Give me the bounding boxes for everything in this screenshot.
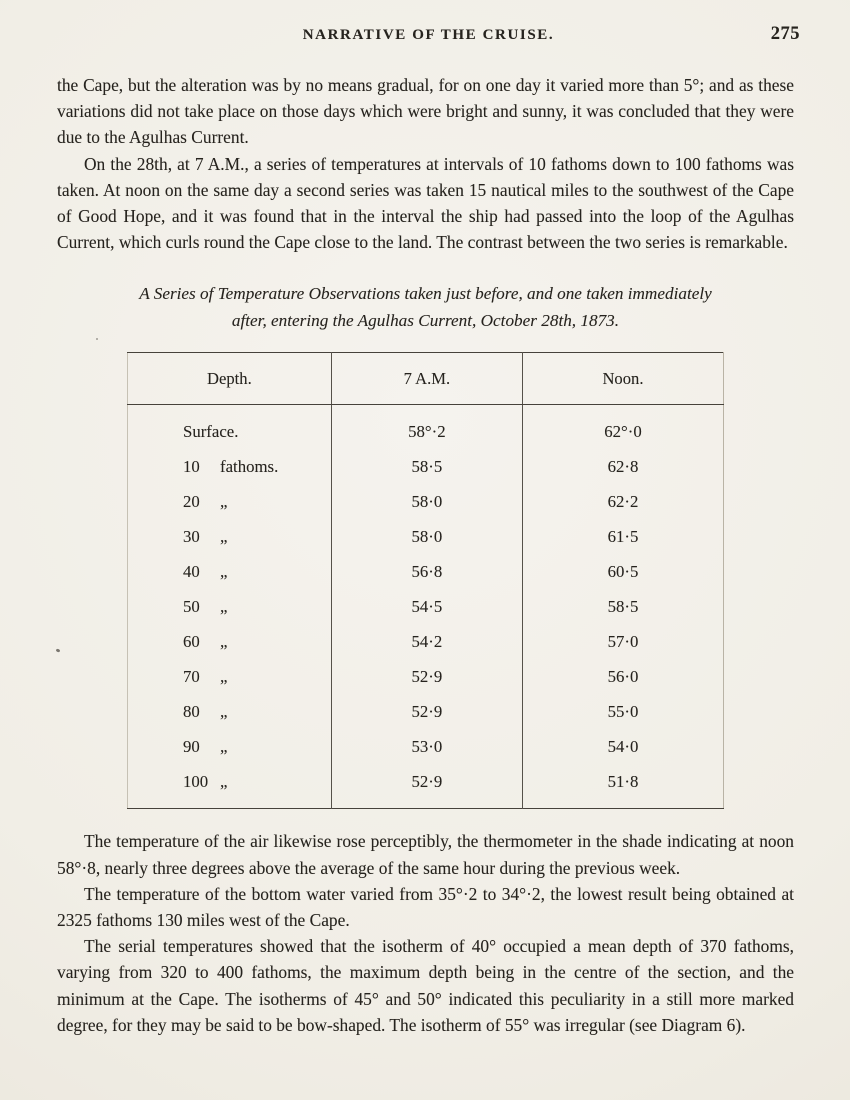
page-header-title: NARRATIVE OF THE CRUISE. [302,27,555,43]
table-row [128,484,724,519]
temp-noon-cell: 58·5 [607,596,639,616]
depth-cell [128,624,332,659]
paragraph-3: The temperature of the air likewise rose perceptibly, the thermometer in the shade indicating at noon 58°·8, nearly three degrees above the average of the same hour during the previous week. [57,831,794,878]
table-row [128,554,724,589]
temperature-table [127,352,724,809]
temp-7am-cell: 52·9 [331,694,522,729]
table-row [128,764,724,809]
temp-noon-cell: 54·0 [607,736,639,756]
depth-value: 40 [183,561,200,581]
caption-line-2: after, entering the Agulhas Current, October 28th, 1873. [231,311,620,331]
header-noon: Noon. [522,353,723,405]
depth-value: Surface. [183,421,239,441]
depth-unit: „ [220,771,228,791]
table-header-row [128,353,724,405]
page-body [57,72,794,1038]
caption-line-1: A Series of Temperature Observations taken just before, and one taken immediately [139,284,712,304]
temp-noon-cell: 61·5 [607,526,639,546]
temp-noon-cell: 51·8 [607,771,639,791]
paragraph-1: the Cape, but the alteration was by no means gradual, for on one day it varied more than 5°; and as these variations did not take place on those days which were bright and sunny, it was concluded that they were due to the Agulhas Current. [57,75,794,148]
depth-cell [128,484,332,519]
table-caption [57,280,794,334]
depth-cell [128,554,332,589]
temp-noon-cell: 62·8 [607,456,639,476]
table-row [128,729,724,764]
table-row [128,624,724,659]
depth-unit: „ [220,561,228,581]
temp-7am-cell: 58·0 [331,484,522,519]
depth-unit: „ [220,701,228,721]
temp-7am-cell: 53·0 [331,729,522,764]
depth-value: 20 [183,491,200,511]
table-row [128,659,724,694]
temp-7am-cell: 54·5 [331,589,522,624]
header-depth: Depth. [128,353,332,405]
temp-7am-cell: 58°·2 [331,405,522,450]
table-row [128,405,724,450]
depth-cell [128,589,332,624]
header-7am: 7 A.M. [331,353,522,405]
depth-unit: fathoms. [220,456,279,476]
depth-value: 60 [183,631,200,651]
table-row [128,449,724,484]
depth-value: 50 [183,596,200,616]
depth-unit: „ [220,631,228,651]
depth-value: 10 [183,456,200,476]
temp-7am-cell: 56·8 [331,554,522,589]
depth-cell [128,659,332,694]
temp-7am-cell: 58·5 [331,449,522,484]
depth-unit: „ [220,596,228,616]
paragraph-5: The serial temperatures showed that the isotherm of 40° occupied a mean depth of 370 fathoms, varying from 320 to 400 fathoms, the maximum depth being in the centre of the section, and the minimum at the Cape. The isotherms of 45° and 50° indicated this peculiarity in a still more marked degree, for they may be said to be bow-shaped. The isotherm of 55° was irregular (see Diagram 6). [57,936,794,1035]
depth-cell [128,519,332,554]
depth-unit: „ [220,666,228,686]
depth-unit: „ [220,736,228,756]
depth-cell [128,729,332,764]
table-row [128,694,724,729]
page-number: 275 [770,24,800,44]
temp-7am-cell: 52·9 [331,764,522,809]
depth-cell [128,405,332,450]
temp-noon-cell: 62·2 [607,491,639,511]
temp-noon-cell: 60·5 [607,561,639,581]
depth-value: 30 [183,526,200,546]
temp-7am-cell: 54·2 [331,624,522,659]
table-row [128,589,724,624]
depth-value: 70 [183,666,200,686]
depth-cell [128,694,332,729]
paragraph-2: On the 28th, at 7 A.M., a series of temperatures at intervals of 10 fathoms down to 100 fathoms was taken. At noon on the same day a second series was taken 15 nautical miles to the southwest of the Cape of Good Hope, and it was found that in the interval the ship had passed into the loop of the Agulhas Current, which curls round the Cape close to the land. The contrast between the two series is remarkable. [57,153,794,253]
depth-unit: „ [220,526,228,546]
temp-noon-cell: 57·0 [607,631,639,651]
running-header [57,24,800,51]
depth-value: 90 [183,736,200,756]
depth-unit: „ [220,491,228,511]
depth-cell [128,449,332,484]
depth-value: 80 [183,701,200,721]
temp-noon-cell: 62°·0 [604,421,642,441]
depth-value: 100 [183,771,209,791]
scan-speck [96,338,98,340]
paragraph-4: The temperature of the bottom water varied from 35°·2 to 34°·2, the lowest result being obtained at 2325 fathoms 130 miles west of the Cape. [57,883,794,931]
temp-noon-cell: 56·0 [607,666,639,686]
depth-cell [128,764,332,809]
table-row [128,519,724,554]
temp-noon-cell: 55·0 [607,701,639,721]
temp-7am-cell: 58·0 [331,519,522,554]
temp-7am-cell: 52·9 [331,659,522,694]
